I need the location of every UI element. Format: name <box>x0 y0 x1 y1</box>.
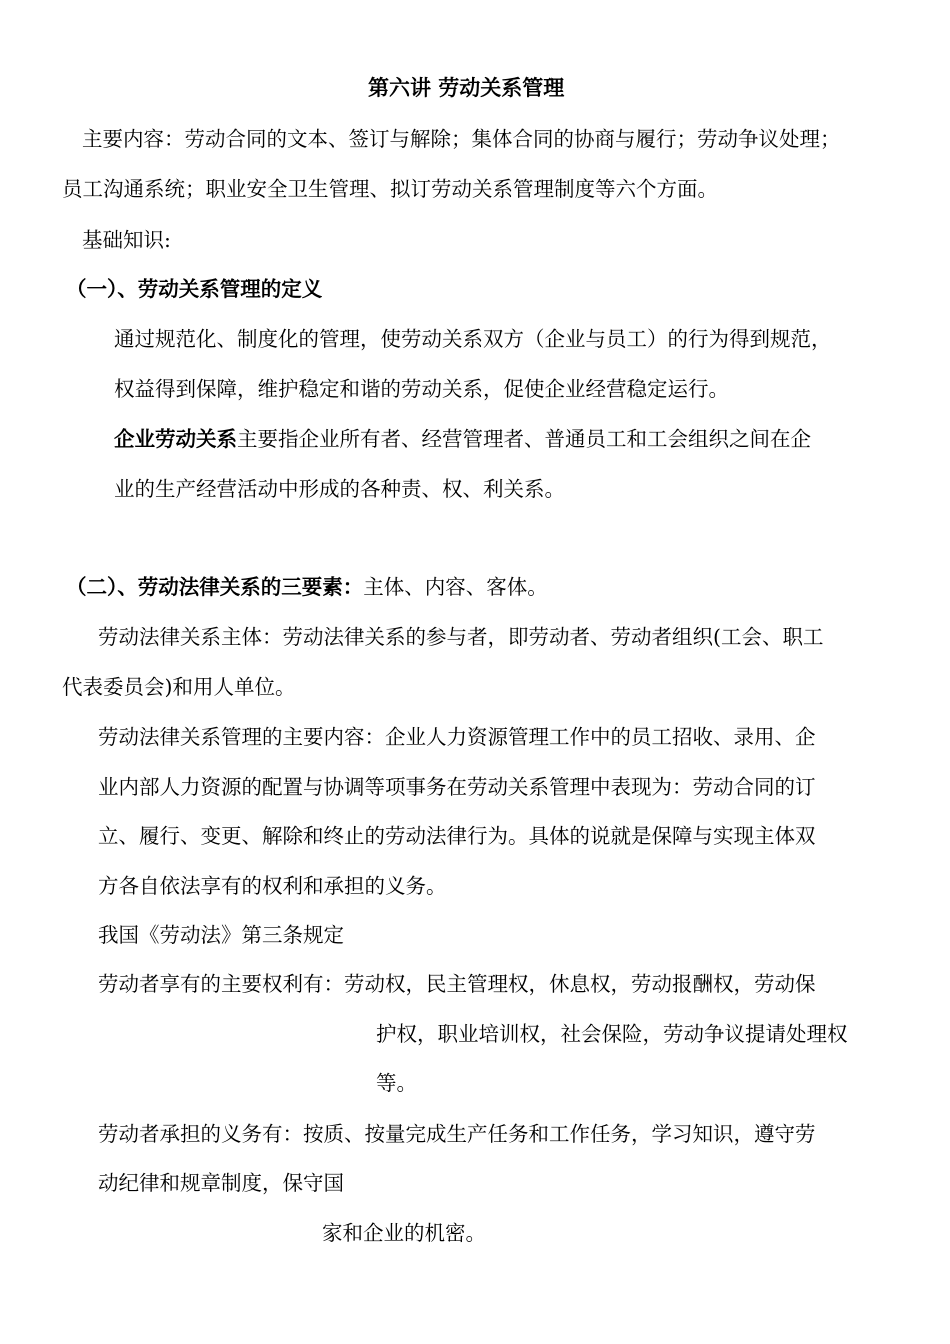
duties-line-2: 动纪律和规章制度，保守国 <box>98 1171 344 1195</box>
content-line-2: 业内部人力资源的配置与协调等项事务在劳动关系管理中表现为：劳动合同的订 <box>98 775 816 799</box>
section-2-heading <box>66 573 548 601</box>
content-line-3: 立、履行、变更、解除和终止的劳动法律行为。具体的说就是保障与实现主体双 <box>98 824 816 848</box>
subject-line-1: 劳动法律关系主体：劳动法律关系的参与者，即劳动者、劳动者组织(工会、职工 <box>98 625 824 649</box>
section-1-para-2-line-2: 业的生产经营活动中形成的各种责、权、利关系。 <box>114 477 565 501</box>
law-reference: 我国《劳动法》第三条规定 <box>98 923 344 947</box>
rights-line-1: 劳动者享有的主要权利有：劳动权，民主管理权，休息权，劳动报酬权，劳动保 <box>98 972 816 996</box>
intro-line-1: 主要内容：劳动合同的文本、签订与解除；集体合同的协商与履行；劳动争议处理； <box>82 127 841 151</box>
basics-label: 基础知识: <box>82 228 171 252</box>
section-1-para-2-line-1 <box>114 425 811 453</box>
rights-line-3: 等。 <box>376 1071 417 1095</box>
subject-line-2: 代表委员会)和用人单位。 <box>62 675 296 699</box>
duties-line-1: 劳动者承担的义务有：按质、按量完成生产任务和工作任务，学习知识，遵守劳 <box>98 1122 816 1146</box>
term-enterprise-labor-relations: 企业劳动关系 <box>114 427 237 451</box>
content-line-1: 劳动法律关系管理的主要内容：企业人力资源管理工作中的员工招收、录用、企 <box>98 725 816 749</box>
intro-line-2: 员工沟通系统；职业安全卫生管理、拟订劳动关系管理制度等六个方面。 <box>62 177 718 201</box>
section-1-para-1-line-2: 权益得到保障，维护稳定和谐的劳动关系，促使企业经营稳定运行。 <box>114 377 729 401</box>
document-title: 第六讲 劳动关系管理 <box>368 76 565 100</box>
section-2-heading-bold: （二）、劳动法律关系的三要素： <box>66 575 364 599</box>
section-1-heading: （一）、劳动关系管理的定义 <box>66 277 323 301</box>
content-line-4: 方各自依法享有的权利和承担的义务。 <box>98 874 447 898</box>
duties-line-3: 家和企业的机密。 <box>322 1221 486 1245</box>
section-1-para-1-line-1: 通过规范化、制度化的管理，使劳动关系双方（企业与员工）的行为得到规范， <box>114 327 832 351</box>
section-2-heading-rest: 主体、内容、客体。 <box>363 575 548 599</box>
rights-line-2: 护权，职业培训权，社会保险，劳动争议提请处理权 <box>376 1022 848 1046</box>
section-1-para-2-line-1-text: 主要指企业所有者、经营管理者、普通员工和工会组织之间在企 <box>237 427 811 451</box>
